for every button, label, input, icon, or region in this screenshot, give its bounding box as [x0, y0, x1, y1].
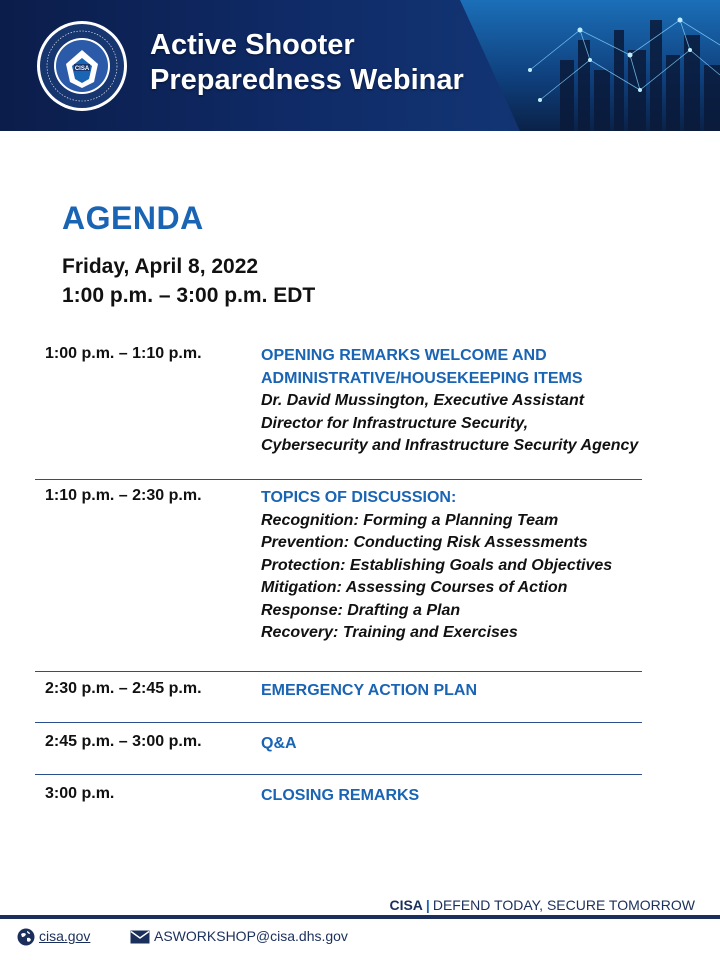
footer-bar [0, 915, 720, 919]
agenda-row-time: 1:10 p.m. – 2:30 p.m. [45, 487, 202, 504]
row-divider [35, 671, 642, 672]
globe-icon [17, 928, 35, 946]
cisa-tagline [389, 897, 695, 913]
discussion-topic: Protection: Establishing Goals and Objectives [261, 556, 613, 574]
webinar-title-line2: Preparedness Webinar [150, 64, 464, 96]
cisa-seal-icon [36, 20, 128, 112]
agenda-row-time: 2:30 p.m. – 2:45 p.m. [45, 680, 202, 697]
tagline-text: DEFEND TODAY, SECURE TOMORROW [432, 897, 695, 913]
row-divider [35, 774, 642, 775]
email-link[interactable] [130, 928, 348, 944]
svg-text:CISA: CISA [74, 66, 90, 72]
email-link-text[interactable]: ASWORKSHOP@cisa.dhs.gov [154, 928, 348, 944]
agenda-row-content [261, 345, 701, 458]
speaker-line: Dr. David Mussington, Executive Assistant [261, 392, 585, 409]
row-divider [35, 722, 642, 723]
envelope-icon [130, 930, 150, 944]
discussion-topic: Recognition: Forming a Planning Team [261, 511, 559, 529]
tagline-separator: | [425, 897, 430, 913]
row-divider [35, 479, 642, 480]
speaker-line: Cybersecurity and Infrastructure Security Agency [261, 437, 639, 454]
discussion-topic: Response: Drafting a Plan [261, 601, 461, 619]
webinar-title-line1: Active Shooter [150, 29, 355, 61]
agenda-topic: EMERGENCY ACTION PLAN [261, 682, 478, 699]
agenda-row-time: 2:45 p.m. – 3:00 p.m. [45, 733, 202, 750]
header-banner [0, 0, 720, 131]
agenda-row-content [261, 733, 701, 756]
webinar-title [150, 28, 464, 98]
agenda-row-content [261, 487, 701, 645]
website-link[interactable] [17, 928, 90, 946]
agenda-row-content [261, 680, 701, 703]
website-link-text[interactable]: cisa.gov [39, 928, 91, 944]
discussion-topic: Mitigation: Assessing Courses of Action [261, 579, 568, 596]
agenda-row-time: 1:00 p.m. – 1:10 p.m. [45, 345, 202, 362]
event-time-range: 1:00 p.m. – 3:00 p.m. EDT [62, 284, 316, 307]
agenda-topic: ADMINISTRATIVE/HOUSEKEEPING ITEMS [261, 369, 583, 387]
agenda-row-time: 3:00 p.m. [45, 785, 115, 802]
agenda-topic: CLOSING REMARKS [261, 787, 420, 804]
agenda-topic: Q&A [261, 735, 297, 752]
tagline-brand: CISA [389, 897, 423, 913]
event-date-block [62, 252, 315, 310]
speaker-line: Director for Infrastructure Security, [261, 414, 529, 432]
discussion-topic: Prevention: Conducting Risk Assessments [261, 534, 588, 551]
event-date: Friday, April 8, 2022 [62, 255, 259, 278]
agenda-topic: OPENING REMARKS WELCOME AND [261, 347, 547, 364]
city-skyline-graphic [440, 0, 720, 131]
discussion-topic: Recovery: Training and Exercises [261, 624, 518, 641]
agenda-row-content [261, 785, 701, 808]
agenda-heading: AGENDA [62, 200, 204, 236]
agenda-topic: TOPICS OF DISCUSSION: [261, 489, 457, 506]
